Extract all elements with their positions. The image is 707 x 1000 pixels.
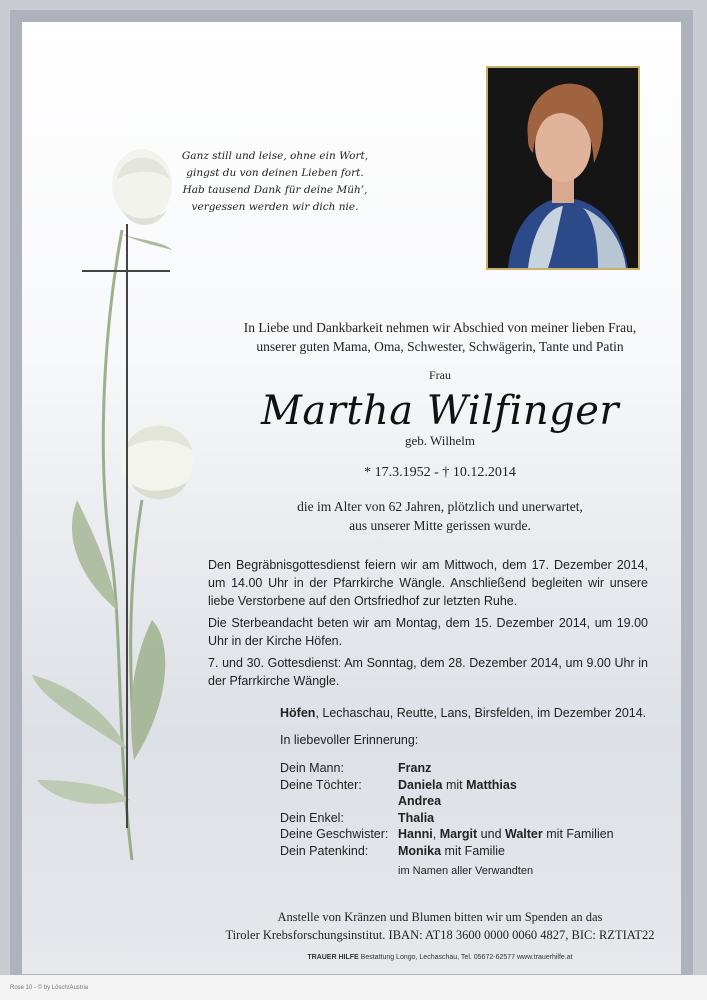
age-line: aus unserer Mitte gerissen wurde. (349, 518, 531, 533)
rose-top (112, 149, 172, 225)
poem (180, 148, 370, 216)
salutation: Frau (429, 368, 451, 382)
connector: mit Familie (444, 843, 505, 858)
donation-text (200, 908, 680, 944)
bottom-strip (0, 975, 707, 1000)
memorial-service-text: 7. und 30. Gottesdienst: Am Sonntag, dem 28. Dezember 2014, um 9.00 Uhr in der Pfarrkirche Wängle. (208, 656, 648, 688)
birth-name: geb. Wilhelm (404, 433, 475, 448)
undertaker-brand: TRAUER HILFE (307, 954, 359, 961)
family-label: Deine Geschwister: (280, 827, 389, 841)
age-text (200, 497, 680, 535)
cross-horizontal (82, 270, 170, 272)
family-label: Dein Patenkind: (280, 843, 369, 858)
poem-line: gingst du von deinen Lieben fort. (186, 167, 364, 179)
rose-bottom (121, 422, 193, 499)
family-name: Daniela (398, 777, 443, 792)
deceased-name: Martha Wilfinger (260, 388, 620, 434)
family-name: Matthias (466, 777, 517, 792)
donation-line: Tiroler Krebsforschungsinstitut. IBAN: AT18 3600 0000 0060 4827, BIC: RZTIAT22 (225, 928, 655, 942)
donation-line: Anstelle von Kränzen und Blumen bitten wir um Spenden an das (277, 910, 603, 924)
poem-line: vergessen werden wir dich nie. (191, 201, 359, 213)
memory-heading: In liebevoller Erinnerung: (280, 733, 419, 747)
family-name: Walter (505, 827, 543, 841)
place-rest: , Lechaschau, Reutte, Lans, Birsfelden, im Dezember 2014. (315, 706, 647, 720)
connector: und (480, 827, 502, 841)
family-name: Margit (439, 827, 478, 841)
family-name: Andrea (398, 794, 442, 808)
family-name: Thalia (398, 810, 435, 825)
funeral-service-text: Den Begräbnisgottesdienst feiern wir am Mittwoch, dem 17. Dezember 2014, um 14.00 Uhr in der Pfarrkirche Wängle. Anschließend begleiten wir unsere liebe Verstorbene auf den Ortsfriedhof zur letzten Ruhe. (208, 558, 648, 608)
family-label: Dein Enkel: (280, 810, 344, 825)
intro-text (200, 318, 680, 356)
prayer-service-text: Die Sterbeandacht beten wir am Montag, dem 15. Dezember 2014, um 19.00 Uhr in der Kirche Höfen. (208, 616, 648, 648)
portrait-photo (486, 66, 640, 270)
family-name: Franz (398, 761, 432, 775)
undertaker-info: Bestattung Longo, Lechaschau, Tel. 05672-62577 www.trauerhilfe.at (358, 954, 573, 961)
life-dates: * 17.3.1952 - † 10.12.2014 (364, 465, 516, 480)
connector: mit Familien (546, 827, 614, 841)
intro-line: unserer guten Mama, Oma, Schwester, Schwägerin, Tante und Patin (256, 339, 624, 354)
family-name: Monika (398, 843, 442, 858)
family-name: Hanni (398, 827, 433, 841)
poem-line: Hab tausend Dank für deine Müh’, (182, 184, 368, 196)
copyright-note: Rose 10 - © by Lösch/Austria (10, 985, 89, 991)
family-label: Dein Mann: (280, 761, 344, 775)
place-date (280, 706, 660, 720)
age-line: die im Alter von 62 Jahren, plötzlich und unerwartet, (297, 499, 583, 514)
portrait-image (488, 68, 638, 268)
poem-line: Ganz still und leise, ohne ein Wort, (181, 150, 369, 162)
intro-line: In Liebe und Dankbarkeit nehmen wir Abschied von meiner lieben Frau, (243, 320, 637, 335)
family-label: Deine Töchter: (280, 777, 362, 792)
place-town: Höfen (280, 706, 316, 720)
cross-vertical (126, 224, 128, 828)
undertaker-footer (200, 954, 680, 961)
rose-illustration (22, 140, 222, 880)
relatives-note: im Namen aller Verwandten (398, 865, 534, 877)
connector: mit (445, 777, 463, 792)
